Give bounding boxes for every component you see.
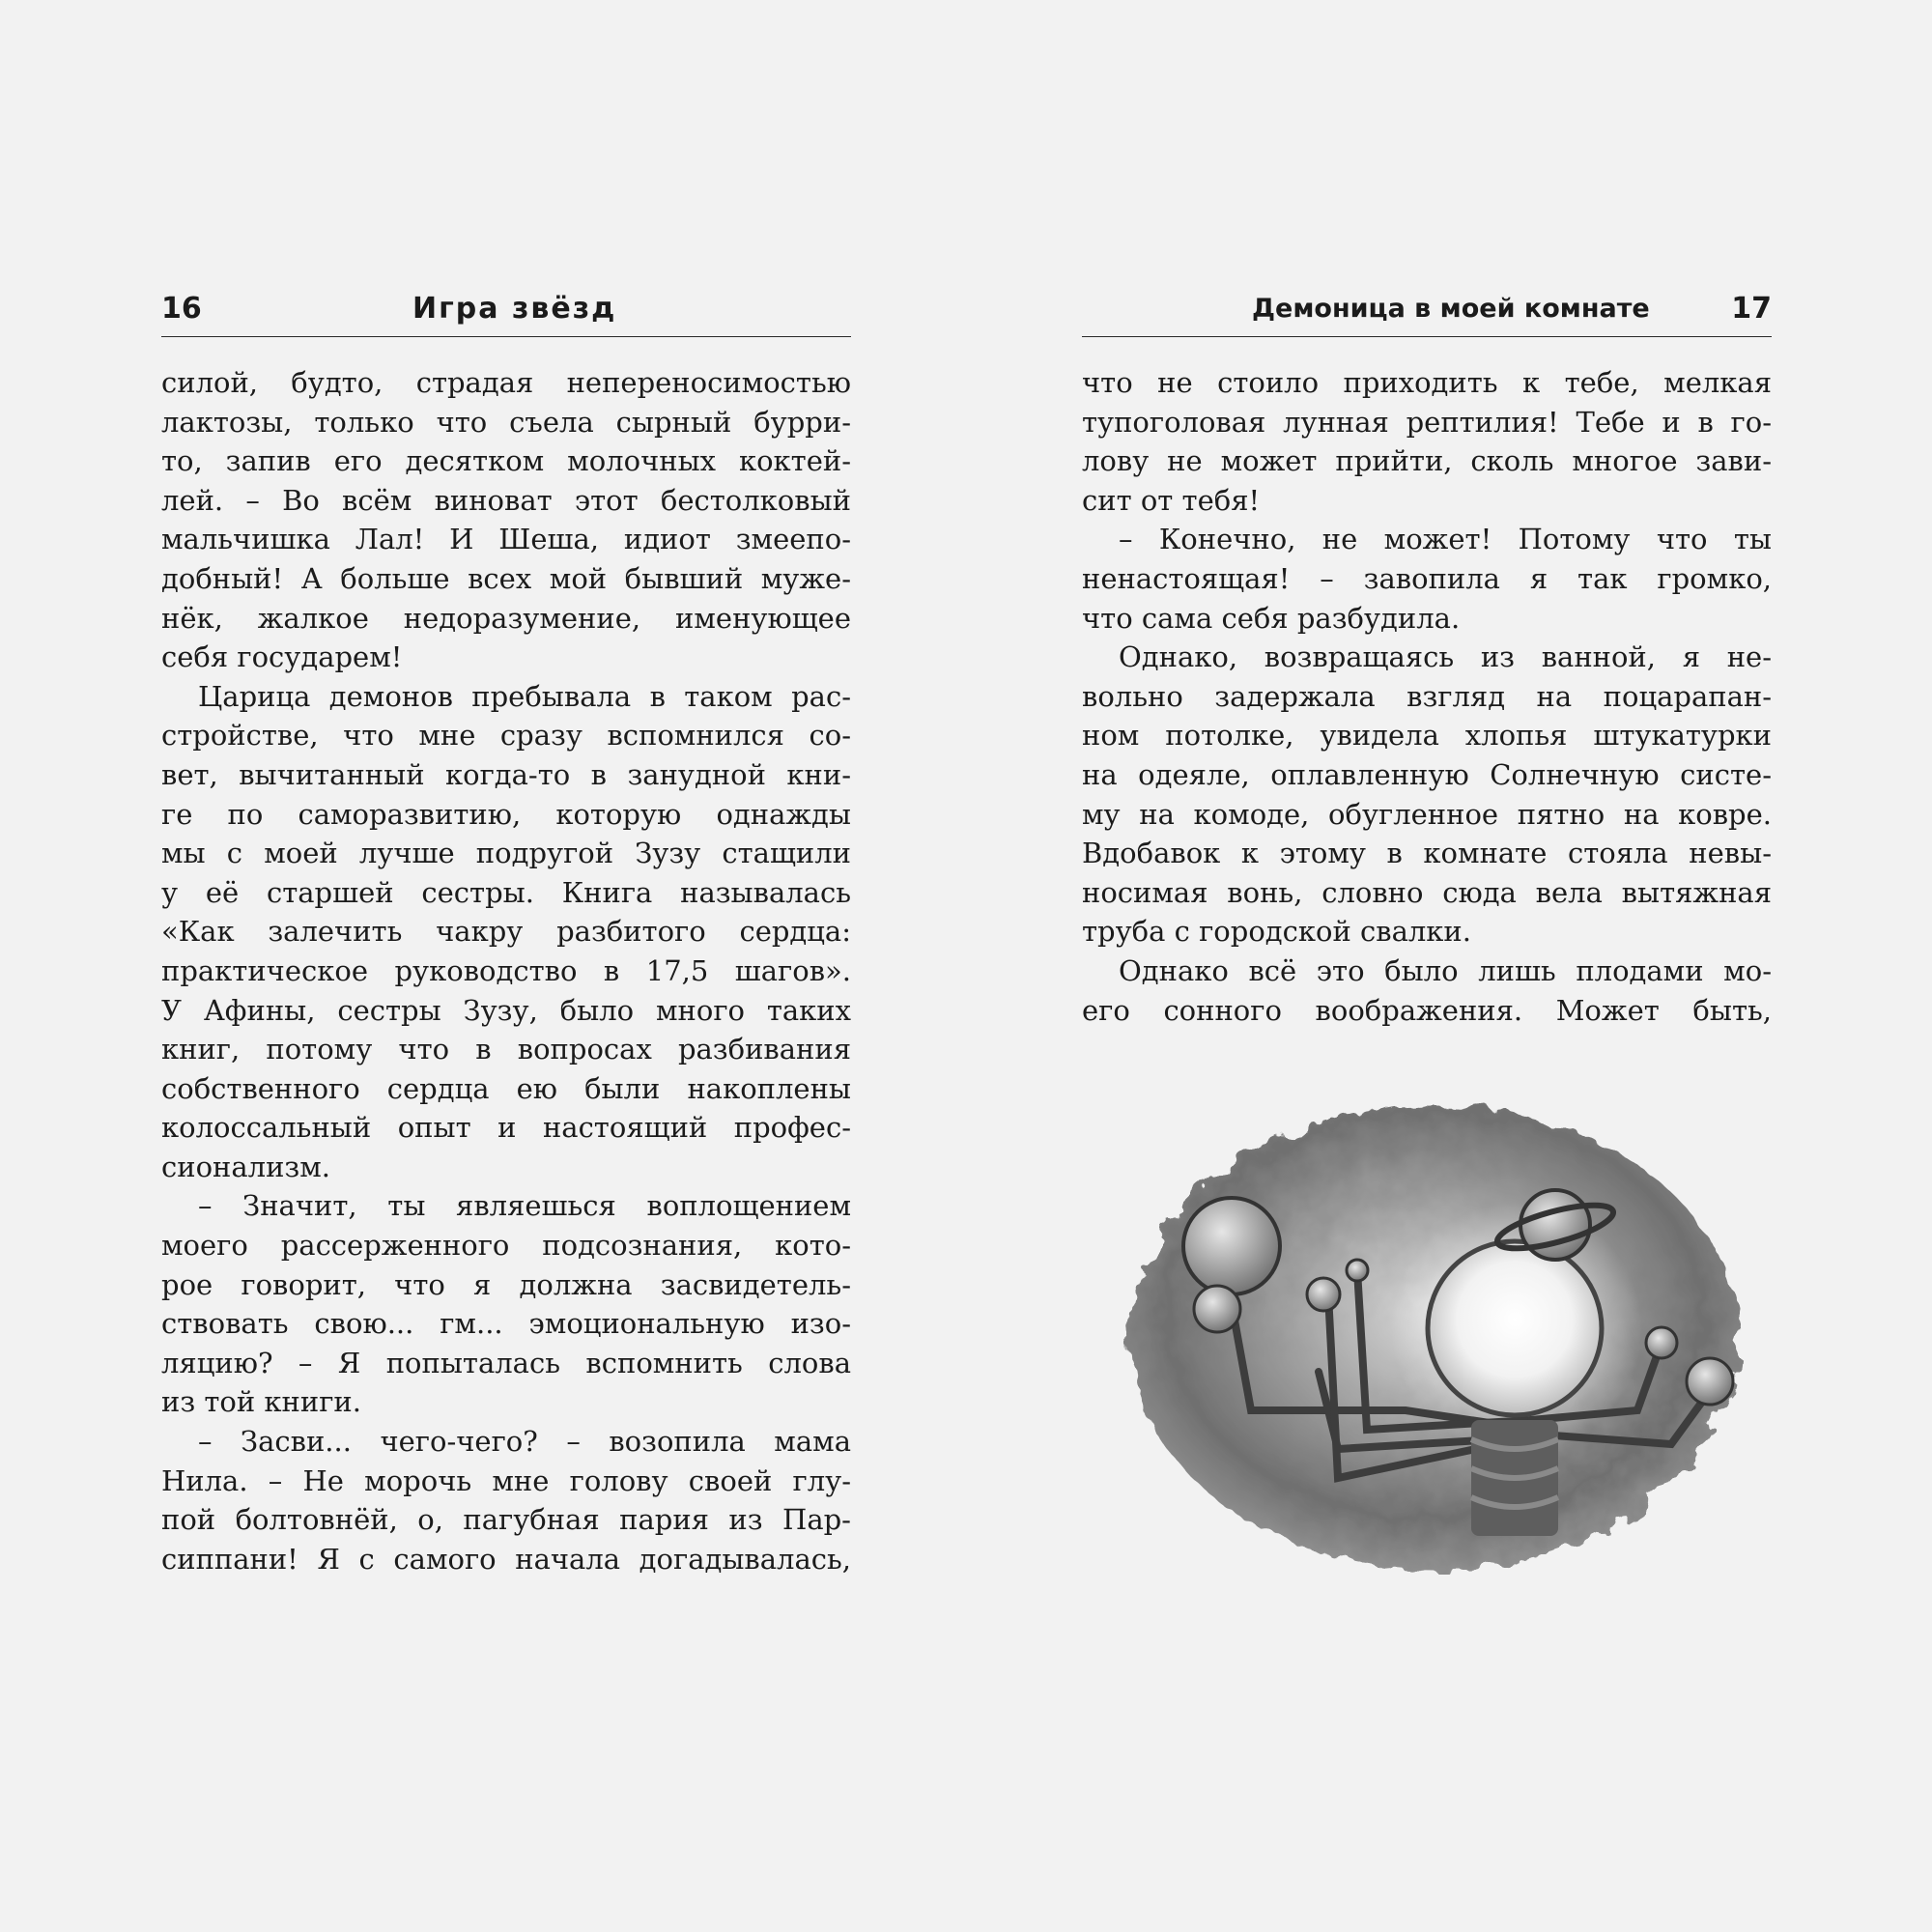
- text-line: сионализм.: [161, 1150, 330, 1183]
- text-line: добный! А больше всех мой бывший муже-: [161, 561, 851, 595]
- text-line: сит от тебя!: [1082, 483, 1261, 517]
- text-line: У Афины, сестры Зузу, было много таких: [161, 993, 851, 1027]
- text-line: – Значит, ты являешься воплощением: [198, 1189, 851, 1223]
- text-line: вольно задержала взгляд на поцарапан-: [1082, 679, 1772, 713]
- text-line: пой болтовнёй, о, пагубная пария из Пар-: [161, 1503, 851, 1537]
- text-line: «Как залечить чакру разбитого сердца:: [161, 915, 851, 949]
- text-line: ненастоящая! – завопила я так громко,: [1082, 561, 1772, 595]
- text-line: ге по саморазвитию, которую однажды: [161, 797, 851, 831]
- solar-system-model-icon: [1116, 1092, 1753, 1575]
- right-running-title: Демоница в моей комнате: [1252, 294, 1650, 324]
- text-line: что сама себя разбудила.: [1082, 601, 1461, 635]
- text-line: книг, потому что в вопросах разбивания: [161, 1033, 851, 1066]
- text-line: ном потолке, увидела хлопья штукатурки: [1082, 719, 1772, 753]
- text-line: вет, вычитанный когда-то в занудной кни-: [161, 757, 851, 791]
- left-running-title: Игра звёзд: [412, 292, 617, 326]
- text-line: тупоголовая лунная рептилия! Тебе и в го-: [1082, 405, 1772, 439]
- text-line: стройстве, что мне сразу вспомнился со-: [161, 719, 851, 753]
- text-line: что не стоило приходить к тебе, мелкая: [1082, 366, 1772, 399]
- text-line: – Засви... чего-чего? – возопила мама: [198, 1425, 851, 1459]
- text-line: сиппани! Я с самого начала догадывалась,: [161, 1542, 851, 1576]
- left-page-text: [161, 363, 851, 1578]
- text-line: мальчишка Лал! И Шеша, идиот змеепо-: [161, 523, 851, 556]
- right-page-number: 17: [1731, 292, 1772, 326]
- text-line: то, запив его десятком молочных коктей-: [161, 444, 851, 478]
- right-page-text: [1082, 363, 1772, 1030]
- left-running-header: [161, 290, 851, 337]
- left-page: [161, 290, 851, 1578]
- right-running-header: [1082, 290, 1772, 337]
- text-line: – Конечно, не может! Потому что ты: [1119, 523, 1772, 556]
- text-line: лову не может прийти, сколь многое зави-: [1082, 444, 1772, 478]
- text-line: рое говорит, что я должна засвидетель-: [161, 1267, 851, 1301]
- text-line: силой, будто, страдая непереносимостью: [161, 366, 851, 399]
- text-line: собственного сердца ею были накоплены: [161, 1071, 851, 1105]
- text-line: Однако, возвращаясь из ванной, я не-: [1119, 640, 1772, 674]
- right-page: [1082, 290, 1772, 1030]
- text-line: нёк, жалкое недоразумение, именующее: [161, 601, 851, 635]
- text-line: лей. – Во всём виноват этот бестолковый: [161, 483, 851, 517]
- text-line: Вдобавок к этому в комнате стояла невы-: [1082, 837, 1772, 870]
- text-line: колоссальный опыт и настоящий профес-: [161, 1111, 851, 1145]
- text-line: мы с моей лучше подругой Зузу стащили: [161, 837, 851, 870]
- text-line: Однако всё это было лишь плодами мо-: [1119, 953, 1772, 987]
- text-line: лактозы, только что съела сырный бурри-: [161, 405, 851, 439]
- text-line: му на комоде, обугленное пятно на ковре.: [1082, 797, 1772, 831]
- text-line: ляцию? – Я попыталась вспомнить слова: [161, 1346, 851, 1379]
- text-line: из той книги.: [161, 1385, 361, 1419]
- text-line: ствовать свою... гм... эмоциональную изо-: [161, 1307, 851, 1341]
- left-page-number: 16: [161, 292, 202, 326]
- text-line: труба с городской свалки.: [1082, 915, 1471, 949]
- text-line: носимая вонь, словно сюда вела вытяжная: [1082, 875, 1772, 909]
- text-line: на одеяле, оплавленную Солнечную систе-: [1082, 757, 1772, 791]
- text-line: практическое руководство в 17,5 шагов».: [161, 953, 851, 987]
- text-line: у её старшей сестры. Книга называлась: [161, 875, 851, 909]
- text-line: Царица демонов пребывала в таком рас-: [198, 679, 851, 713]
- text-line: себя государем!: [161, 640, 403, 674]
- text-line: моего рассерженного подсознания, кото-: [161, 1229, 851, 1263]
- text-line: Нила. – Не морочь мне голову своей глу-: [161, 1463, 851, 1497]
- text-line: его сонного воображения. Может быть,: [1082, 993, 1772, 1027]
